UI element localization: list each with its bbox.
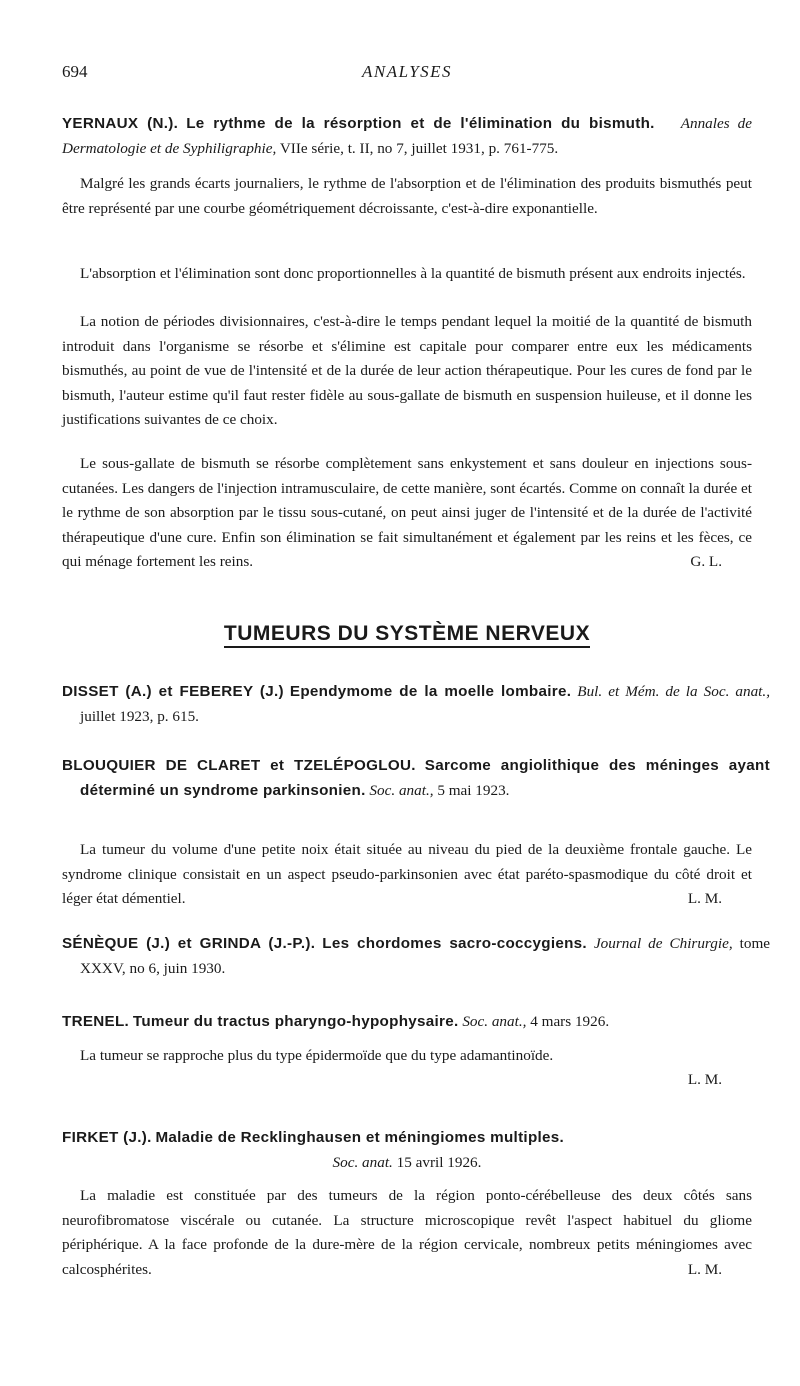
entry-title: Ependymome de la moelle lombaire.: [289, 683, 572, 700]
entry-journal: Soc. anat.,: [462, 1013, 527, 1030]
entry-journal: Annales de Dermatologie et de Syphiligraphie,: [62, 115, 753, 157]
entry-seneque-citation: [62, 932, 770, 981]
reviewer-signature: L. M.: [687, 1071, 722, 1088]
entry-disset-citation: [62, 680, 770, 729]
entry-title: Maladie de Recklinghausen et méningiomes multiples.: [155, 1129, 565, 1146]
entry-journal: Soc. anat.: [332, 1153, 393, 1171]
entry-journal: Bul. et Mém. de la Soc. anat.,: [577, 683, 770, 700]
entry-title: Tumeur du tractus pharyngo-hypophysaire.: [132, 1013, 459, 1030]
entry-ref: tome XXXV, no 6, juin 1930.: [80, 935, 770, 977]
entry-ref: 5 mai 1923.: [437, 781, 510, 799]
entry-heading-line: [62, 1126, 752, 1151]
abstract-text: La maladie est constituée par des tumeurs de la région ponto-cérébelleuse des deux côtés sans neurofibromatose viscérale ou cutanée. La structure microscopique revêt l'aspect habituel du gliome périphérique. A la face profonde de la dure-mère de la région cervicale, nombreux petits méningiomes avec calcosphérites.: [62, 1187, 752, 1278]
entry-title: Le rythme de la résorption et de l'élimination du bismuth.: [186, 115, 655, 132]
entry-authors: DISSET (A.) et FEBEREY (J.): [62, 683, 284, 700]
entry-authors: TRENEL.: [62, 1013, 130, 1030]
reviewer-signature: L. M.: [687, 890, 722, 908]
running-head: [62, 62, 752, 86]
abstract-paragraph: [62, 838, 752, 912]
entry-ref: juillet 1923, p. 615.: [80, 707, 199, 725]
entry-ref: 15 avril 1926.: [396, 1153, 482, 1171]
reviewer-signature-line: [62, 1068, 752, 1093]
entry-journal: Soc. anat.,: [369, 781, 434, 799]
abstract-paragraph: La tumeur se rapproche plus du type épidermoïde que du type adamantinoïde.: [80, 1047, 554, 1064]
entry-authors: SÉNÈQUE (J.) et GRINDA (J.-P.).: [62, 935, 316, 952]
abstract-paragraph: La notion de périodes divisionnaires, c'est-à-dire le temps pendant lequel la moitié de la quantité de bismuth introduit dans l'organisme se résorbe et s'élimine est capitale pour comparer entre eux les médicaments bismuthés, au point de vue de l'intensité et de la durée de leur action thérapeutique. Pour les cures de fond par le bismuth, l'auteur estime qu'il faut rester fidèle au sous-gallate de bismuth en suspension huileuse, et il donne les justifications suivantes de ce choix.: [62, 313, 752, 429]
reviewer-signature: L. M.: [687, 1260, 722, 1278]
entry-yernaux-citation: [62, 112, 752, 161]
section-title: TUMEURS DU SYSTÈME NERVEUX: [62, 622, 752, 646]
running-title: ANALYSES: [361, 62, 453, 81]
abstract-paragraph: [62, 452, 752, 575]
entry-ref: 4 mars 1926.: [530, 1013, 610, 1030]
abstract-paragraph: Malgré les grands écarts journaliers, le rythme de l'absorption et de l'élimination des produits bismuthés peut être représenté par une courbe géométriquement décroissante, c'est-à-dire exponantielle.: [62, 175, 752, 217]
entry-firket-citation: [62, 1126, 752, 1175]
page-number: 694: [62, 62, 88, 81]
entry-title: Les chordomes sacro-coccygiens.: [322, 935, 587, 952]
abstract-text: La tumeur du volume d'une petite noix était située au niveau du pied de la deuxième frontale gauche. Le syndrome clinique consistait en un aspect pseudo-parkinsonien avec état paréto-spasmodique du côté droit et léger état démentiel.: [62, 841, 752, 908]
entry-trenel-citation: [62, 1010, 770, 1035]
entry-blouquier-citation: [62, 754, 770, 803]
abstract-paragraph: L'absorption et l'élimination sont donc proportionnelles à la quantité de bismuth présent aux endroits injectés.: [80, 265, 746, 282]
entry-authors: BLOUQUIER DE CLARET et TZELÉPOGLOU.: [62, 757, 416, 774]
entry-authors: YERNAUX (N.).: [62, 115, 179, 132]
entry-ref: VIIe série, t. II, no 7, juillet 1931, p. 761-775.: [279, 139, 559, 157]
reviewer-signature: G. L.: [690, 553, 722, 571]
abstract-paragraph: [62, 1184, 752, 1282]
abstract-text: Le sous-gallate de bismuth se résorbe complètement sans enkystement et sans douleur en injections sous-cutanées. Les dangers de l'injection intramusculaire, de cette manière, sont écartés. Comme on connaît la durée et le rythme de son absorption par le tissu sous-cutané, on peut ainsi juger de l'intensité et de la durée de l'activité thérapeutique d'une cure. Enfin son élimination se fait simultanément et également par les reins et les fèces, ce qui ménage fortement les reins.: [62, 455, 752, 571]
entry-authors: FIRKET (J.).: [62, 1129, 152, 1146]
entry-title: Sarcome angiolithique des méninges ayant déterminé un syndrome parkinsonien.: [80, 757, 770, 799]
entry-journal: Journal de Chirurgie,: [593, 935, 733, 952]
entry-ref-line: [62, 1151, 752, 1176]
